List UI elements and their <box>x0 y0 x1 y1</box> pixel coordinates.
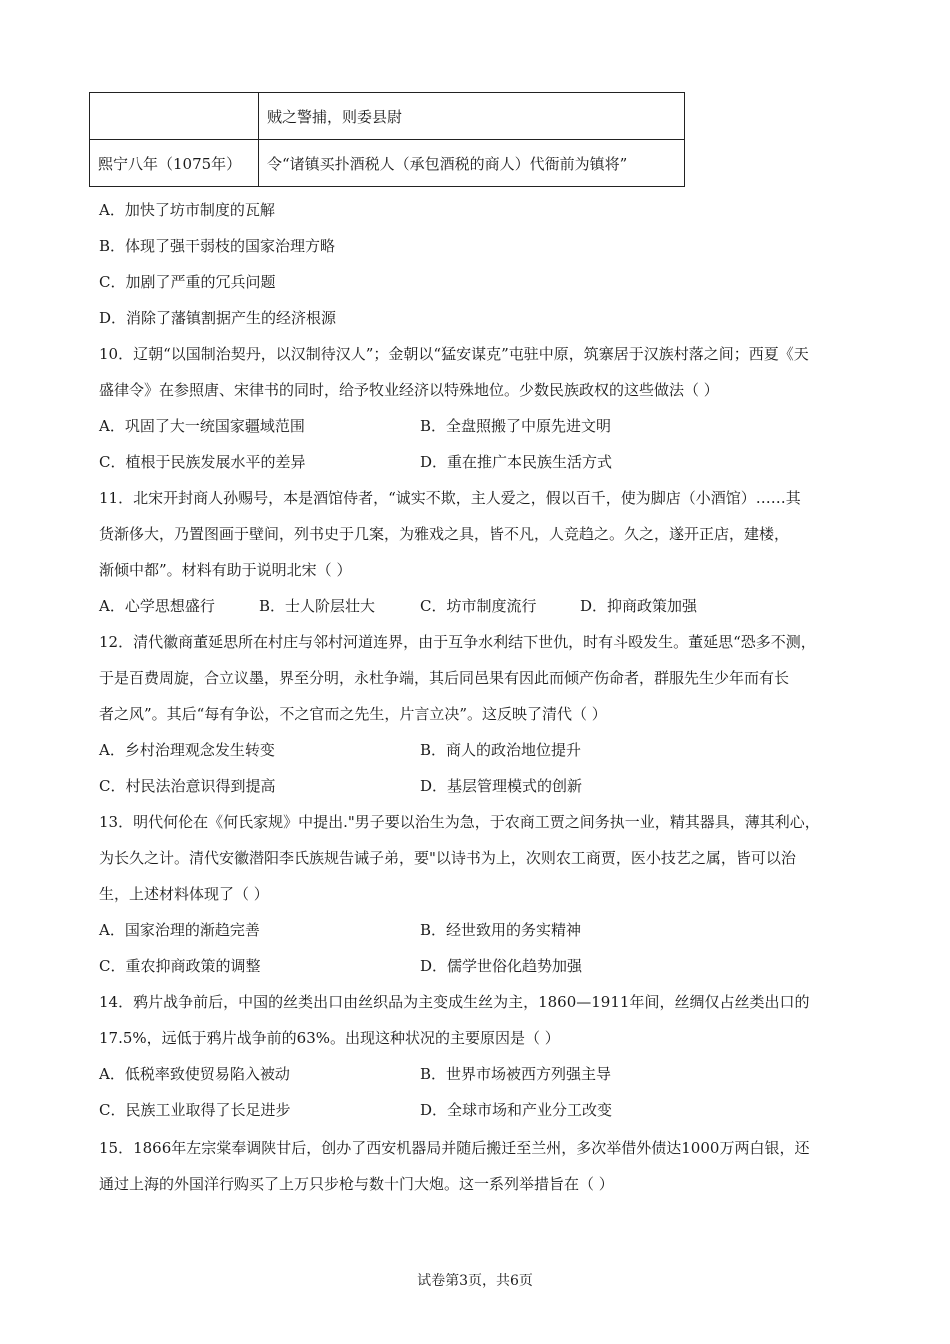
reform-table <box>89 92 685 187</box>
q9-option-c: C．加剧了严重的冗兵问题 <box>99 273 276 291</box>
q11-stem-line: 货渐侈大，乃置图画于壁间，列书史于几案，为雅戏之具，皆不凡，人竞趋之。久之，遂开正店，建楼， <box>99 525 790 543</box>
q13-option-c: C．重农抑商政策的调整 <box>99 957 261 975</box>
q9-option-b: B．体现了强干弱枝的国家治理方略 <box>99 237 336 255</box>
q12-stem-line: 12．清代徽商董延思所在村庄与邻村河道连界，由于互争水利结下世仇，时有斗殴发生。董延思“恐多不测， <box>99 633 816 651</box>
page-footer: 试卷第3页，共6页 <box>417 1273 533 1289</box>
q9-option-d: D．消除了藩镇割据产生的经济根源 <box>99 309 337 327</box>
q12-option-c: C．村民法治意识得到提高 <box>99 777 276 795</box>
table-cell-year: 熙宁八年（1075年） <box>90 140 259 187</box>
q9-option-a: A．加快了坊市制度的瓦解 <box>99 201 275 219</box>
q14-stem-line: 17.5%，远低于鸦片战争前的63%。出现这种状况的主要原因是（ ） <box>99 1029 560 1047</box>
q10-stem-line: 盛律令》在参照唐、宋律书的同时，给予牧业经济以特殊地位。少数民族政权的这些做法（ ） <box>99 381 719 399</box>
q11-stem-line: 渐倾中都”。材料有助于说明北宋（ ） <box>99 561 352 579</box>
q10-option-a: A．巩固了大一统国家疆域范围 <box>99 417 305 435</box>
table-row <box>90 93 685 140</box>
q15-stem-line: 通过上海的外国洋行购买了上万只步枪与数十门大炮。这一系列举措旨在（ ） <box>99 1175 614 1193</box>
q10-option-b: B．全盘照搬了中原先进文明 <box>420 417 612 435</box>
table-cell-content: 令“诸镇买扑酒税人（承包酒税的商人）代衙前为镇将” <box>259 140 685 187</box>
q14-option-c: C．民族工业取得了长足进步 <box>99 1101 291 1119</box>
q12-option-b: B．商人的政治地位提升 <box>420 741 582 759</box>
q13-option-b: B．经世致用的务实精神 <box>420 921 582 939</box>
q13-stem-line: 为长久之计。清代安徽潜阳李氏族规告诫子弟，要"以诗书为上，次则农工商贾，医小技艺之属，皆可以治 <box>99 849 796 867</box>
table-row <box>90 140 685 187</box>
q13-stem-line: 13．明代何伦在《何氏家规》中提出."男子要以治生为急，于农商工贾之间务执一业，精其器具，薄其利心， <box>99 813 820 831</box>
q14-option-d: D．全球市场和产业分工改变 <box>420 1101 613 1119</box>
q11-stem-line: 11．北宋开封商人孙赐号，本是酒馆侍者，“诚实不欺，主人爱之，假以百千，使为脚店（小酒馆）……其 <box>99 489 801 507</box>
q12-option-d: D．基层管理模式的创新 <box>420 777 583 795</box>
q11-option-c: C．坊市制度流行 <box>420 597 537 615</box>
table-cell-year <box>90 93 259 140</box>
q14-option-b: B．世界市场被西方列强主导 <box>420 1065 612 1083</box>
table-cell-content: 贼之警捕，则委县尉 <box>259 93 685 140</box>
q13-option-d: D．儒学世俗化趋势加强 <box>420 957 583 975</box>
q12-stem-line: 者之风”。其后“每有争讼，不之官而之先生，片言立决”。这反映了清代（ ） <box>99 705 607 723</box>
q14-option-a: A．低税率致使贸易陷入被动 <box>99 1065 290 1083</box>
q13-stem-line: 生，上述材料体现了（ ） <box>99 885 269 903</box>
q11-option-d: D．抑商政策加强 <box>580 597 698 615</box>
q13-option-a: A．国家治理的渐趋完善 <box>99 921 260 939</box>
q12-stem-line: 于是百费周旋，合立议墨，界至分明，永杜争端，其后同邑果有因此而倾产伤命者，群服先生少年而有长 <box>99 669 790 687</box>
q12-option-a: A．乡村治理观念发生转变 <box>99 741 275 759</box>
q10-option-d: D．重在推广本民族生活方式 <box>420 453 613 471</box>
q14-stem-line: 14．鸦片战争前后，中国的丝类出口由丝织品为主变成生丝为主，1860—1911年间，丝绸仅占丝类出口的 <box>99 993 810 1011</box>
q15-stem-line: 15．1866年左宗棠奉调陕甘后，创办了西安机器局并随后搬迁至兰州，多次举借外债达1000万两白银，还 <box>99 1139 810 1157</box>
q11-option-b: B．士人阶层壮大 <box>259 597 376 615</box>
q10-option-c: C．植根于民族发展水平的差异 <box>99 453 306 471</box>
q10-stem-line: 10．辽朝“以国制治契丹，以汉制待汉人”；金朝以“猛安谋克”屯驻中原，筑寨居于汉族村落之间；西夏《天 <box>99 345 809 363</box>
q11-option-a: A．心学思想盛行 <box>99 597 215 615</box>
